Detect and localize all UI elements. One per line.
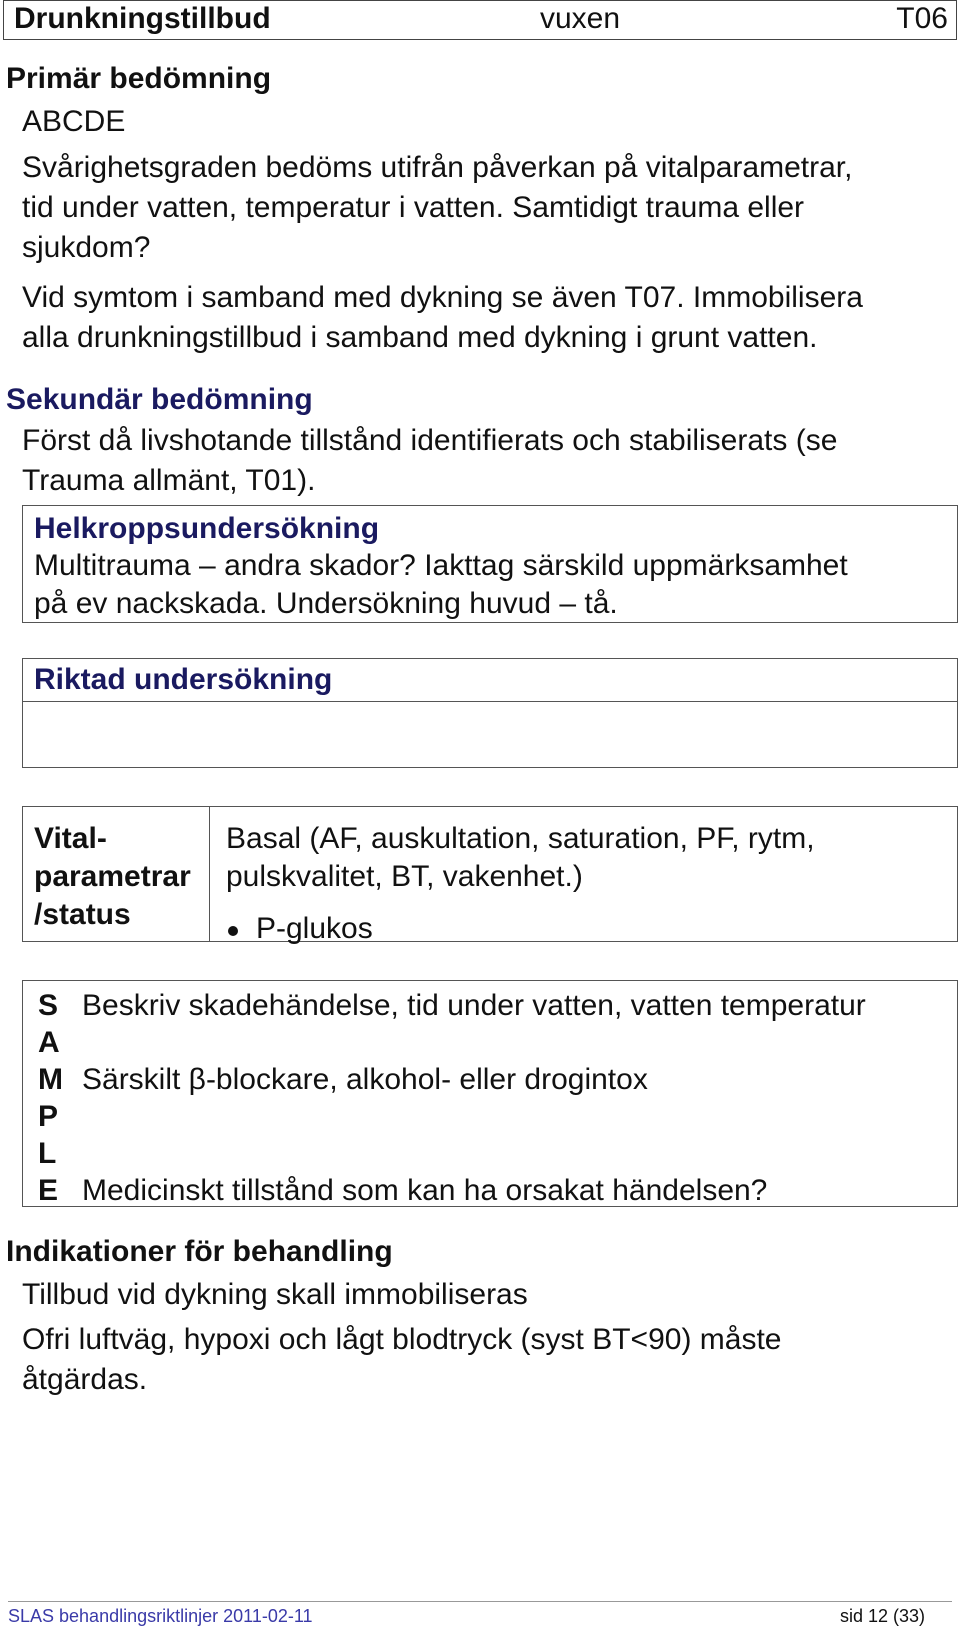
- secondary-text-line: Trauma allmänt, T01).: [22, 464, 316, 497]
- riktad-divider: [22, 701, 958, 702]
- page-title: Drunkningstillbud: [14, 2, 271, 35]
- primary-text-line: Vid symtom i samband med dykning se även T07. Immobilisera: [22, 281, 863, 314]
- sample-text-e: Medicinskt tillstånd som kan ha orsakat händelsen?: [82, 1174, 768, 1207]
- sample-letter-a: A: [38, 1026, 60, 1059]
- vital-bullet-item: P-glukos: [256, 912, 373, 945]
- guideline-code: T06: [896, 2, 948, 35]
- sample-letter-l: L: [38, 1137, 57, 1170]
- vital-label-line: /status: [34, 898, 131, 931]
- sample-letter-m: M: [38, 1063, 63, 1096]
- bullet-icon: [228, 926, 238, 936]
- footer-source: SLAS behandlingsriktlinjer 2011-02-11: [8, 1606, 313, 1626]
- indications-line: åtgärdas.: [22, 1363, 148, 1396]
- indications-line: Ofri luftväg, hypoxi och lågt blodtryck (syst BT<90) måste: [22, 1323, 782, 1356]
- vital-text-line: Basal (AF, auskultation, saturation, PF, rytm,: [226, 822, 815, 855]
- sample-text-s: Beskriv skadehändelse, tid under vatten, vatten temperatur: [82, 989, 866, 1022]
- helkropp-heading: Helkroppsundersökning: [34, 512, 380, 545]
- sample-text-m: Särskilt β-blockare, alkohol- eller drogintox: [82, 1063, 648, 1096]
- page-subtitle: vuxen: [540, 2, 621, 35]
- vital-text-line: pulskvalitet, BT, vakenhet.): [226, 860, 583, 893]
- secondary-heading: Sekundär bedömning: [6, 383, 313, 416]
- indications-heading: Indikationer för behandling: [6, 1235, 393, 1268]
- secondary-text-line: Först då livshotande tillstånd identifierats och stabiliserats (se: [22, 424, 838, 457]
- primary-abcde: ABCDE: [22, 105, 126, 138]
- page-number: sid 12 (33): [840, 1606, 926, 1626]
- vital-divider: [209, 806, 210, 942]
- primary-text-line: tid under vatten, temperatur i vatten. Samtidigt trauma eller: [22, 191, 805, 224]
- riktad-heading: Riktad undersökning: [34, 663, 333, 696]
- vital-label-line: parametrar: [34, 860, 191, 893]
- primary-heading: Primär bedömning: [6, 62, 272, 95]
- helkropp-text-line: på ev nackskada. Undersökning huvud – tå.: [34, 587, 618, 620]
- indications-line: Tillbud vid dykning skall immobiliseras: [22, 1278, 528, 1311]
- sample-letter-p: P: [38, 1100, 59, 1133]
- sample-letter-s: S: [38, 989, 59, 1022]
- helkropp-text-line: Multitrauma – andra skador? Iakttag särskild uppmärksamhet: [34, 549, 848, 582]
- primary-text-line: sjukdom?: [22, 231, 151, 264]
- vital-label-line: Vital-: [34, 822, 107, 855]
- primary-text-line: Svårighetsgraden bedöms utifrån påverkan på vitalparametrar,: [22, 151, 853, 184]
- footer-divider: [8, 1601, 952, 1602]
- primary-text-line: alla drunkningstillbud i samband med dykning i grunt vatten.: [22, 321, 818, 354]
- sample-letter-e: E: [38, 1174, 59, 1207]
